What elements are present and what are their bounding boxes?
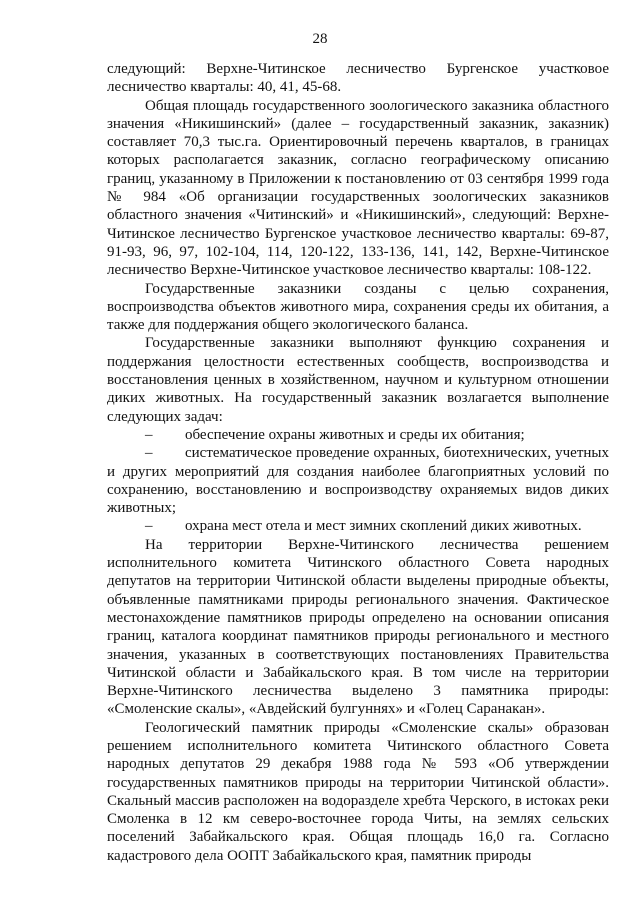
list-item-text: систематическое проведение охранных, биотехнических, учетных и других мероприятий для создания наиболее благоприятных условий по сохранению, восстановлению и воспроизводству охраняемых видов диких животных;: [107, 445, 609, 517]
paragraph-continuation: следующий: Верхне-Читинское лесничество Бургенское участковое лесничество кварталы: 40, 41, 45-68.: [107, 61, 609, 96]
list-item: [107, 426, 609, 444]
dash-bullet: –: [145, 445, 153, 462]
list-item: [107, 444, 609, 517]
tasks-list: [107, 426, 609, 536]
list-item-text: обеспечение охраны животных и среды их обитания;: [185, 426, 525, 443]
list-item-text: охрана мест отела и мест зимних скоплений диких животных.: [185, 518, 582, 535]
paragraph-smolensk-rocks: Геологический памятник природы «Смоленские скалы» образован решением исполнительного комитета Читинского областного Совета народных депутатов 29 декабря 1988 года № 593 «Об утверждении государственных памятников природы на территории Читинской области». Скальный массив расположен на водоразделе хребта Черского, в истоках реки Смоленка в 12 км северо-восточнее города Читы, на землях сельских поселений Забайкальского края. Общая площадь 16,0 га. Согласно кадастрового дела ООПТ Забайкальского края, памятник природы: [107, 719, 609, 864]
page-number: 28: [312, 31, 328, 47]
list-item: [107, 517, 609, 535]
dash-bullet: –: [145, 518, 153, 535]
dash-bullet: –: [145, 426, 153, 443]
paragraph-reserve-functions: Государственные заказники выполняют функцию сохранения и поддержания целостности естественных сообществ, воспроизводства и восстановления ценных в хозяйственном, научном и культурном отношении диких животных. На государственный заказник возлагается выполнение следующих задач:: [107, 335, 609, 425]
paragraph-natural-monuments: На территории Верхне-Читинского лесничества решением исполнительного комитета Читинского областного Совета народных депутатов на территории Читинской области выделены природные объекты, объявленные памятниками природы регионального значения. Фактическое местонахождение памятников природы определено на основании описания границ, каталога координат памятников природы регионального и местного значения, указанных в соответствующих постановлениях Правительства Читинской области и Забайкальского края. В том числе на территории Верхне-Читинского лесничества выделено 3 памятника природы: «Смоленские скалы», «Авдейский булгуннях» и «Голец Саранакан».: [107, 536, 609, 718]
paragraph-nikishinsky-area: Общая площадь государственного зоологического заказника областного значения «Никишинский» (далее – государственный заказник, заказник) составляет 70,3 тыс.га. Ориентировочный перечень кварталов, в границах которых располагается заказник, согласно географическому описанию границ, указанному в Приложении к постановлению от 03 сентября 1999 года № 984 «Об организации государственных зоологических заказников областного значения «Читинский» и «Никишинский», следующий: Верхне-Читинское лесничество Бургенское участковое лесничество кварталы: 69-87, 91-93, 96, 97, 102-104, 114, 120-122, 133-136, 141, 142, Верхне-Читинское лесничество Верхне-Читинское участковое лесничество кварталы: 108-122.: [107, 97, 609, 279]
paragraph-reserve-purpose: Государственные заказники созданы с целью сохранения, воспроизводства объектов животного мира, сохранения среды их обитания, а также для поддержания общего экологического баланса.: [107, 280, 609, 334]
document-body: [107, 60, 609, 865]
